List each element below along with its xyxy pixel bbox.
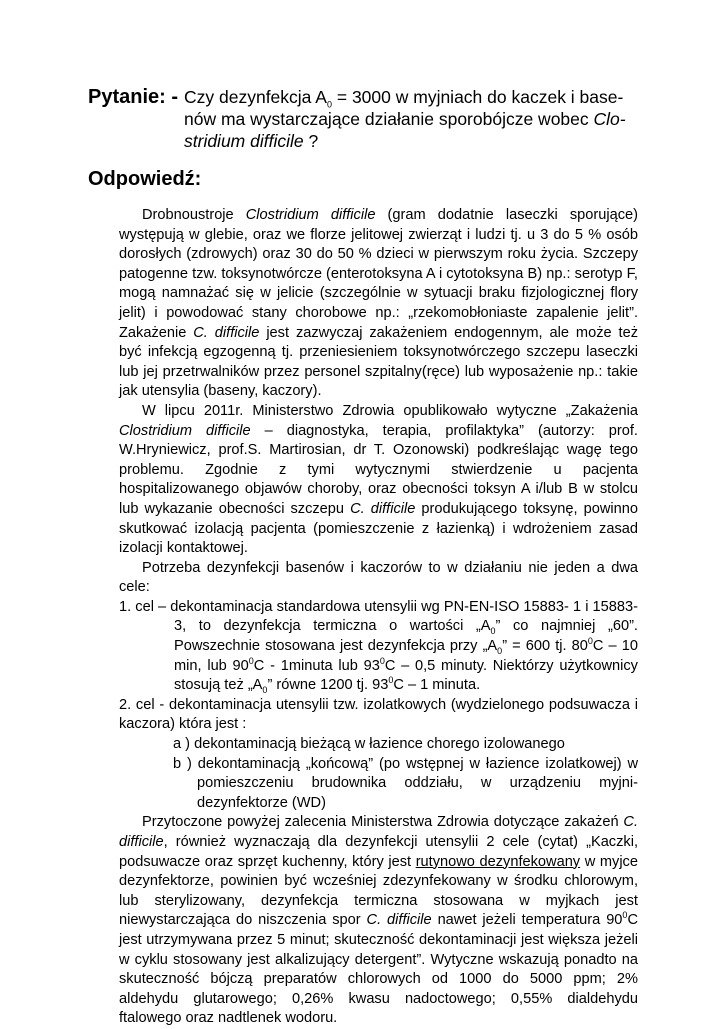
answer-body [119,206,638,1029]
question-text: Czy dezynfekcja $A_0 = 3000$ w myjniach do kaczek i base- nów ma wystarczające działanie sporobójcze wobec Clo- stridium difficile ? [184,87,626,151]
list-item-2b: b ) dekontaminacją „końcową” (po wstępnej w łazience izolatkowej) w pomieszczeniu brudownika oddziału, w urządzeniu myjni-dezynfektorze (WD) [173,755,638,811]
list-item-2: 2. cel - dekontaminacja utensylii tzw. izolatkowych (wydzielonego podsuwacza i kaczora) która jest : [119,696,638,733]
answer-label: Odpowiedź: [88,168,202,190]
paragraph-2: W lipcu 2011r. Ministerstwo Zdrowia opublikowało wytyczne „Zakażenia Clostridium difficile – diagnostyka, terapia, profilaktyka” (autorzy: prof. W.Hryniewicz, prof.S. Martirosian, dr T. Ozonowski) podkreślając wagę tego problemu. Zgodnie z tymi wytycznymi stwierdzenie u pacjenta hospitalizowanego objawów choroby, oraz obecności toksyn A i/lub B w stolcu lub wykazanie obecności szczepu C. difficile produkującego toksynę, powinno skutkować izolacją pacjenta (pomieszczenie z łazienką) i wdrożeniem zasad izolacji kontaktowej. [119,402,638,557]
list-item-2a: a ) dekontaminacją bieżącą w łazience chorego izolowanego [173,736,565,753]
question-block [88,86,648,152]
paragraph-1: Drobnoustroje Clostridium difficile (gram dodatnie laseczki sporujące) występują w glebie, oraz we florze jelitowej zwierząt i ludzi tj. u 3 do 5 % osób dorosłych (zdrowych) oraz 30 do 50 % dzieci w pierwszym roku życia. Szczepy patogenne tzw. toksynotwórcze (enterotoksyna A i cytotoksyna B) np.: serotyp F, mogą namnażać się w jelicie (szczególnie w sytuacji braku fizjologicznej flory jelit) i powodować stany chorobowe np.: „rzekomobłoniaste zapalenie jelit”. Zakażenie C. difficile jest zazwyczaj zakażeniem endogennym, ale może też być infekcją egzogenną tj. przeniesieniem toksynotwórczego szczepu laseczki lub jej przetrwalników przez personel szpitalny(ręce) lub wyposażenie np.: takie jak utensylia (baseny, kaczory). [119,207,638,400]
question-label: Pytanie: - [88,86,179,108]
paragraph-4: Przytoczone powyżej zalecenia Ministerstwa Zdrowia dotyczące zakażeń C. difficile, również wyznaczają dla dezynfekcji utensylii 2 cele (cytat) „Kaczki, podsuwacze oraz sprzęt kuchenny, który jest rutynowo dezynfekowany w myjce dezynfektorze, powinien być wcześniej zdezynfekowany w środku chlorowym, lub sterylizowany, dezynfekcja termiczna stosowana w myjkach jest niewystarczająca do niszczenia spor C. difficile nawet jeżeli temperatura $90^0C$ jest utrzymywana przez 5 minut; skuteczność dekontaminacji jest większa jeżeli w cyklu stosowany jest alkalizujący detergent”. Wytyczne wskazują ponadto na skuteczność bójczą preparatów chlorowych od 1000 do 5000 ppm; 2% aldehydu glutarowego; 0,26% kwasu nadoctowego; 0,55% dialdehydu ftalowego oraz nadtlenek wodoru. [119,814,638,1027]
paragraph-3: Potrzeba dezynfekcji basenów i kaczorów to w działaniu nie jeden a dwa cele: [119,559,638,596]
list-item-1: 1. cel – dekontaminacja standardowa utensylii wg PN-EN-ISO 15883- 1 i 15883-3, to dezynfekcja termiczna o wartości $„A_0$” co najmniej „60”. Powszechnie stosowana jest dezynfekcja przy $„A_0$” = 600 tj. $80^0C - 10$ min, lub $90^0C$ - 1minuta lub $93^0C - 0,5$ minuty. Niektórzy użytkownicy stosują też $„A_0$” równe 1200 tj. $93^0C - 1$ minuta. [119,598,638,696]
